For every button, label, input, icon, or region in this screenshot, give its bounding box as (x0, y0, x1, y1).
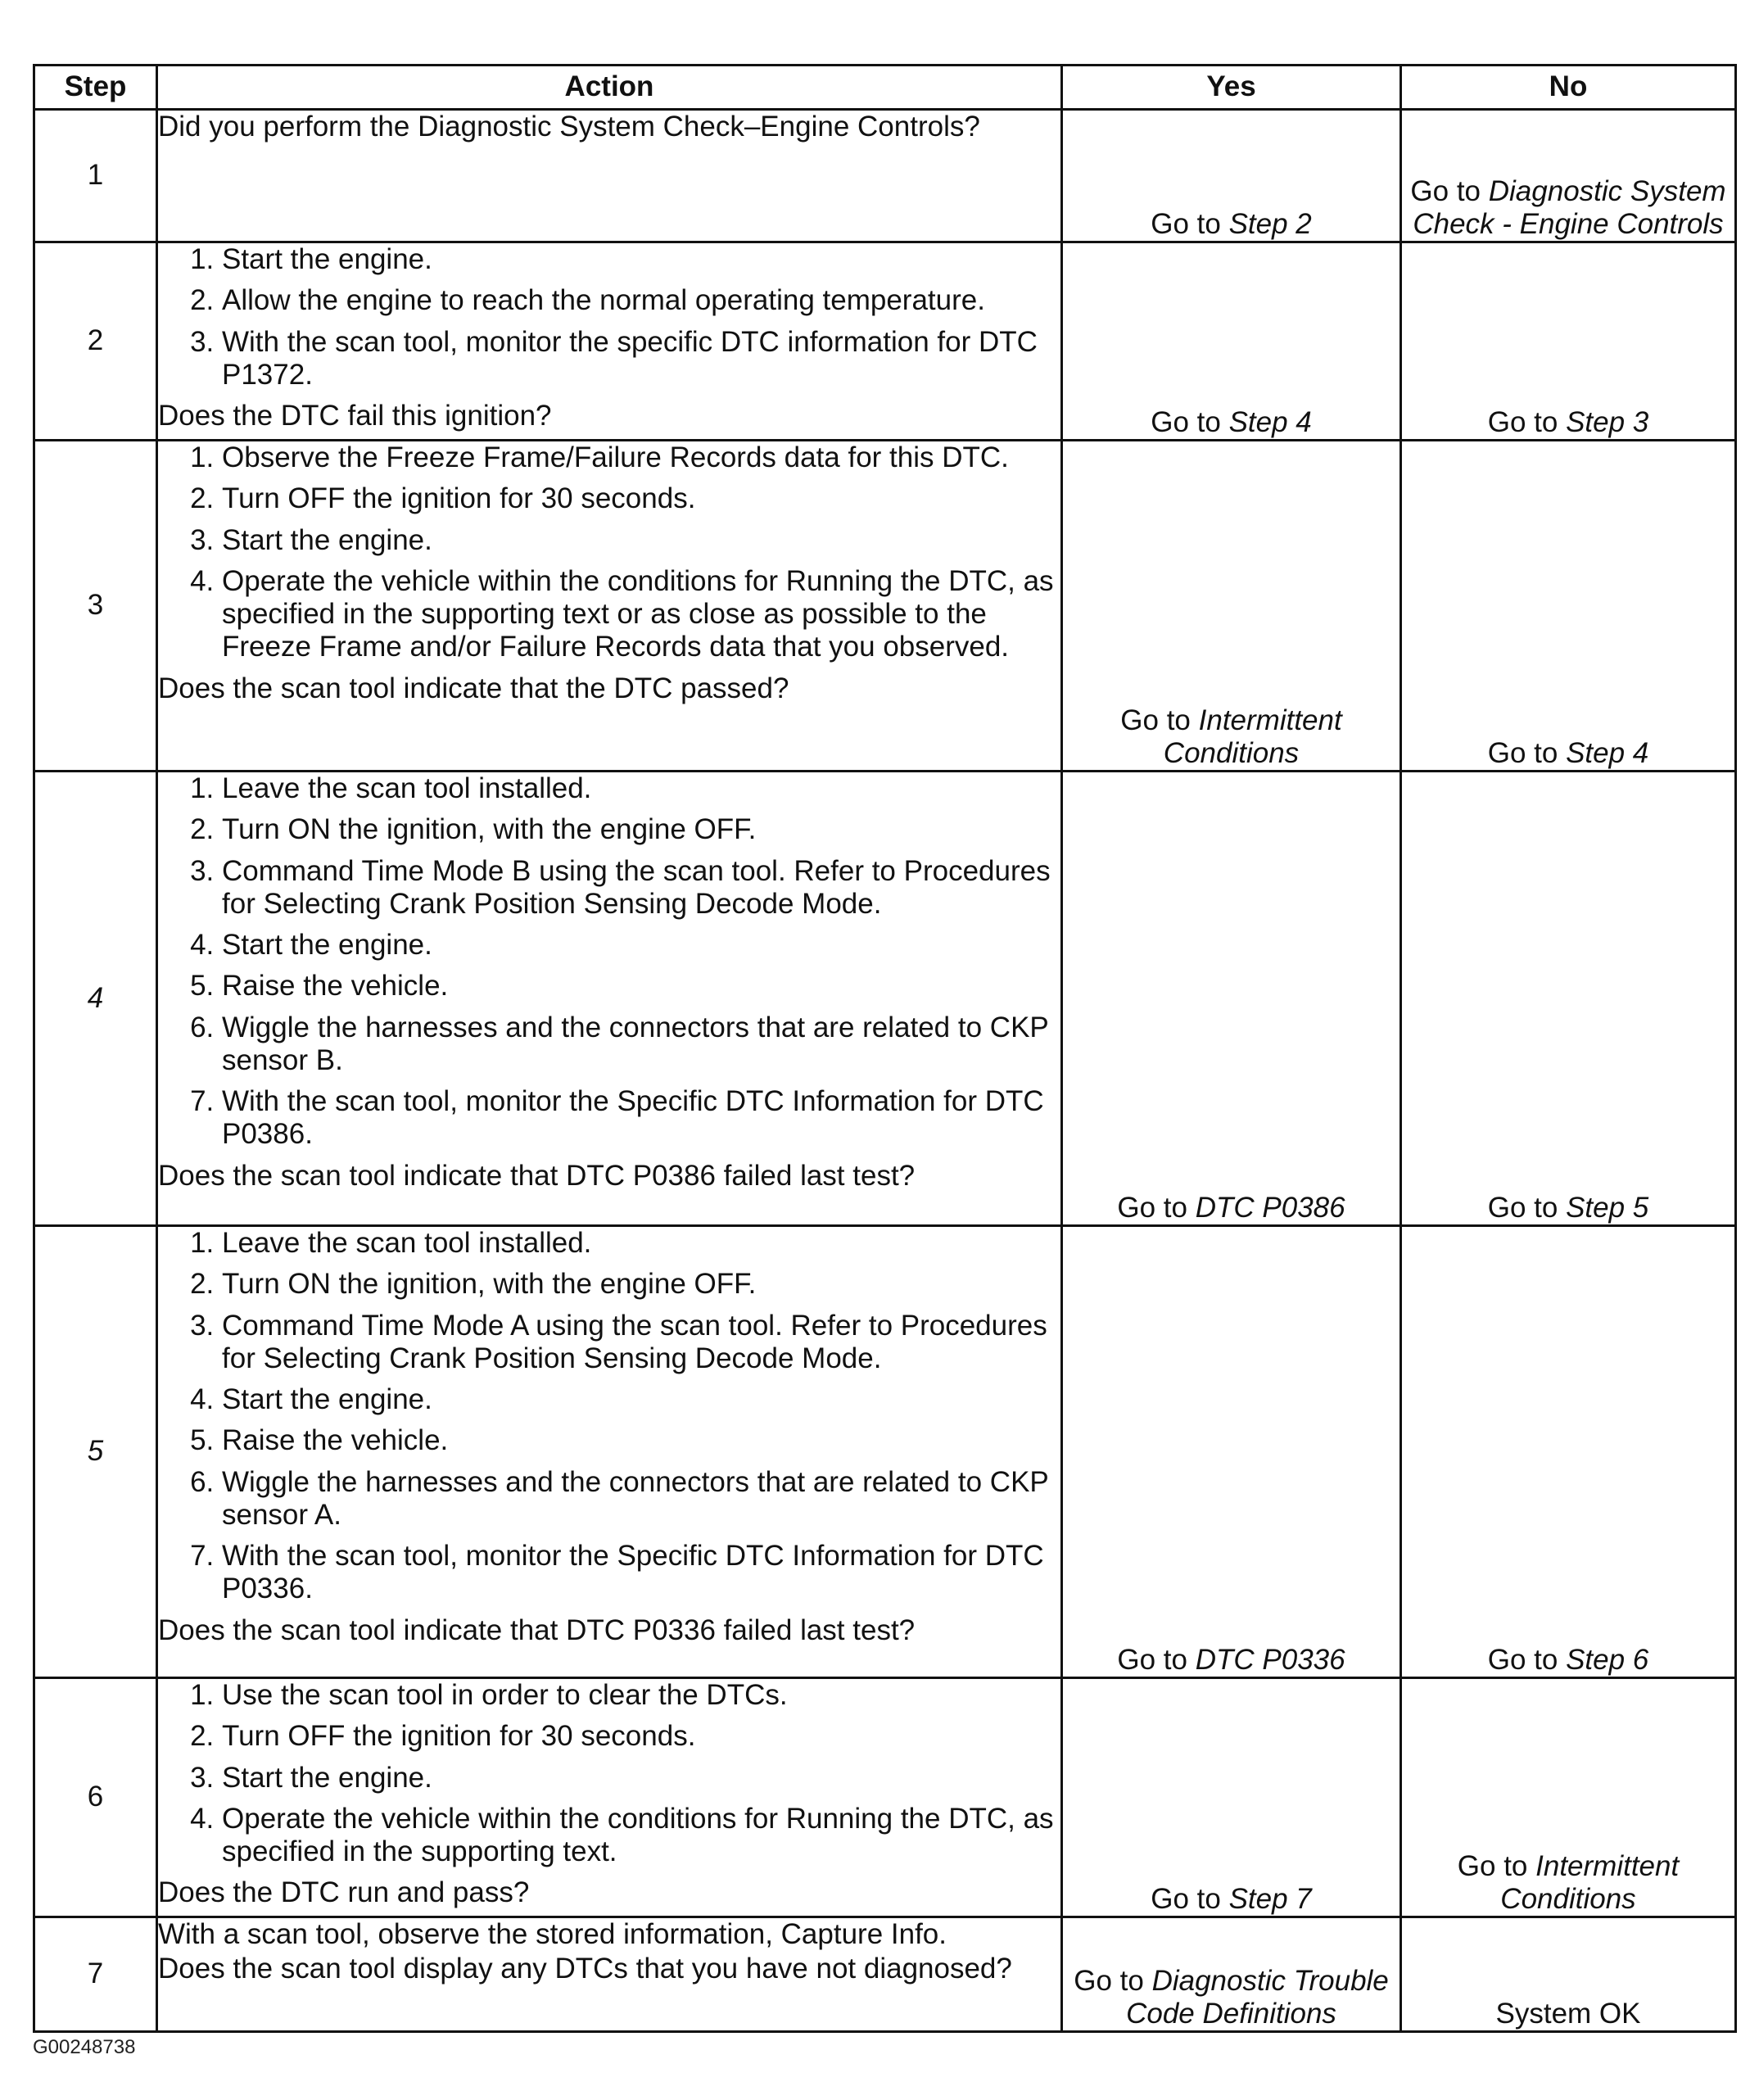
action-cell (157, 1678, 1062, 1917)
figure-id: G00248738 (33, 2036, 136, 2058)
action-step-item: 5. Raise the vehicle. (222, 970, 1060, 1002)
table-header-row (34, 66, 1736, 110)
action-step-item: 6. Wiggle the harnesses and the connectors that are related to CKP sensor B. (222, 1012, 1060, 1078)
action-step-item: 2. Allow the engine to reach the normal operating temperature. (222, 284, 1060, 317)
action-cell (157, 441, 1062, 772)
action-step-item: 3. Command Time Mode A using the scan tool. Refer to Procedures for Selecting Crank Position Sensing Decode Mode. (222, 1310, 1060, 1376)
no-result-cell (1401, 1678, 1736, 1917)
action-question: Does the scan tool indicate that DTC P0336 failed last test? (158, 1613, 916, 1646)
action-cell (157, 772, 1062, 1226)
yes-result-cell (1062, 1917, 1401, 2032)
action-step-item: 6. Wiggle the harnesses and the connectors that are related to CKP sensor A. (222, 1466, 1060, 1532)
no-result-cell (1401, 242, 1736, 441)
action-cell (157, 110, 1062, 242)
action-question: Does the DTC run and pass? (158, 1876, 530, 1909)
action-question: Does the scan tool display any DTCs that you have not diagnosed? (158, 1953, 1012, 1985)
yes-result-prefix: Go to (1120, 704, 1191, 736)
table-body (34, 110, 1736, 2032)
yes-result-prefix: Go to (1074, 1964, 1144, 1997)
yes-result-reference: DTC P0336 (1195, 1643, 1345, 1676)
step-number: 6 (34, 1678, 157, 1917)
table-row (34, 242, 1736, 441)
header-no: No (1401, 66, 1736, 110)
table-row (34, 1226, 1736, 1678)
action-steps-list (158, 243, 1060, 391)
yes-result-prefix: Go to (1151, 405, 1221, 438)
diagnostic-table (33, 64, 1737, 2033)
no-result-cell (1401, 441, 1736, 772)
action-cell (157, 1226, 1062, 1678)
action-step-item: 2. Turn ON the ignition, with the engine OFF. (222, 1268, 1060, 1301)
no-result-reference: Step 4 (1566, 736, 1649, 769)
action-steps-list (158, 1227, 1060, 1606)
table-row (34, 1917, 1736, 2032)
action-step-item: 4. Start the engine. (222, 1383, 1060, 1416)
action-intro: Did you perform the Diagnostic System Check–Engine Controls? (158, 111, 980, 143)
action-question: Does the DTC fail this ignition? (158, 400, 552, 432)
action-steps-list (158, 441, 1060, 664)
action-step-item: 1. Leave the scan tool installed. (222, 1227, 1060, 1260)
no-result-cell (1401, 110, 1736, 242)
action-question: Does the scan tool indicate that DTC P0386 failed last test? (158, 1159, 916, 1192)
no-result-prefix: System OK (1495, 1997, 1641, 2030)
yes-result-cell (1062, 110, 1401, 242)
step-number: 1 (34, 110, 157, 242)
header-step: Step (34, 66, 157, 110)
action-step-item: 7. With the scan tool, monitor the Specific DTC Information for DTC P0386. (222, 1085, 1060, 1152)
action-step-item: 2. Turn OFF the ignition for 30 seconds. (222, 482, 1060, 515)
step-number: 4 (34, 772, 157, 1226)
action-steps-list (158, 1679, 1060, 1868)
action-step-item: 3. Command Time Mode B using the scan tool. Refer to Procedures for Selecting Crank Position Sensing Decode Mode. (222, 855, 1060, 921)
yes-result-reference: Intermittent Conditions (1163, 704, 1342, 769)
no-result-prefix: Go to (1487, 405, 1558, 438)
no-result-cell (1401, 1917, 1736, 2032)
table-row (34, 772, 1736, 1226)
yes-result-reference: Step 4 (1228, 405, 1312, 438)
action-step-item: 4. Operate the vehicle within the conditions for Running the DTC, as specified in the supporting text or as close as possible to the Freeze Frame and/or Failure Records data that you observed. (222, 565, 1060, 664)
no-result-prefix: Go to (1410, 174, 1481, 207)
no-result-prefix: Go to (1457, 1849, 1528, 1882)
action-step-item: 2. Turn ON the ignition, with the engine OFF. (222, 813, 1060, 846)
action-cell (157, 242, 1062, 441)
action-step-item: 1. Observe the Freeze Frame/Failure Records data for this DTC. (222, 441, 1060, 474)
action-step-item: 3. Start the engine. (222, 524, 1060, 557)
action-step-item: 3. With the scan tool, monitor the specific DTC information for DTC P1372. (222, 326, 1060, 392)
action-step-item: 1. Use the scan tool in order to clear the DTCs. (222, 1679, 1060, 1712)
action-step-item: 2. Turn OFF the ignition for 30 seconds. (222, 1720, 1060, 1753)
no-result-reference: Step 5 (1566, 1191, 1649, 1224)
no-result-reference: Step 3 (1566, 405, 1649, 438)
no-result-cell (1401, 772, 1736, 1226)
action-step-item: 3. Start the engine. (222, 1762, 1060, 1795)
yes-result-reference: DTC P0386 (1195, 1191, 1345, 1224)
yes-result-cell (1062, 242, 1401, 441)
yes-result-prefix: Go to (1117, 1643, 1187, 1676)
no-result-cell (1401, 1226, 1736, 1678)
no-result-prefix: Go to (1487, 1643, 1558, 1676)
no-result-reference: Diagnostic System Check - Engine Controls (1413, 174, 1726, 240)
table-row (34, 1678, 1736, 1917)
step-number: 7 (34, 1917, 157, 2032)
yes-result-prefix: Go to (1151, 207, 1221, 240)
yes-result-reference: Diagnostic Trouble Code Definitions (1126, 1964, 1389, 2030)
header-action: Action (157, 66, 1062, 110)
step-number: 2 (34, 242, 157, 441)
action-step-item: 1. Start the engine. (222, 243, 1060, 276)
yes-result-prefix: Go to (1117, 1191, 1187, 1224)
yes-result-reference: Step 7 (1228, 1882, 1312, 1915)
action-step-item: 5. Raise the vehicle. (222, 1424, 1060, 1457)
table-row (34, 441, 1736, 772)
action-step-item: 1. Leave the scan tool installed. (222, 772, 1060, 805)
step-number: 5 (34, 1226, 157, 1678)
action-steps-list (158, 772, 1060, 1152)
header-yes: Yes (1062, 66, 1401, 110)
action-intro: With a scan tool, observe the stored information, Capture Info. (158, 1918, 947, 1950)
action-step-item: 7. With the scan tool, monitor the Specific DTC Information for DTC P0336. (222, 1540, 1060, 1606)
step-number: 3 (34, 441, 157, 772)
no-result-prefix: Go to (1487, 1191, 1558, 1224)
yes-result-cell (1062, 441, 1401, 772)
yes-result-cell (1062, 1678, 1401, 1917)
no-result-prefix: Go to (1487, 736, 1558, 769)
table-row (34, 110, 1736, 242)
action-step-item: 4. Operate the vehicle within the conditions for Running the DTC, as specified in the supporting text. (222, 1803, 1060, 1869)
yes-result-prefix: Go to (1151, 1882, 1221, 1915)
action-cell (157, 1917, 1062, 2032)
yes-result-reference: Step 2 (1228, 207, 1312, 240)
action-question: Does the scan tool indicate that the DTC passed? (158, 672, 789, 704)
no-result-reference: Intermittent Conditions (1500, 1849, 1680, 1915)
yes-result-cell (1062, 772, 1401, 1226)
yes-result-cell (1062, 1226, 1401, 1678)
no-result-reference: Step 6 (1566, 1643, 1649, 1676)
action-step-item: 4. Start the engine. (222, 929, 1060, 962)
